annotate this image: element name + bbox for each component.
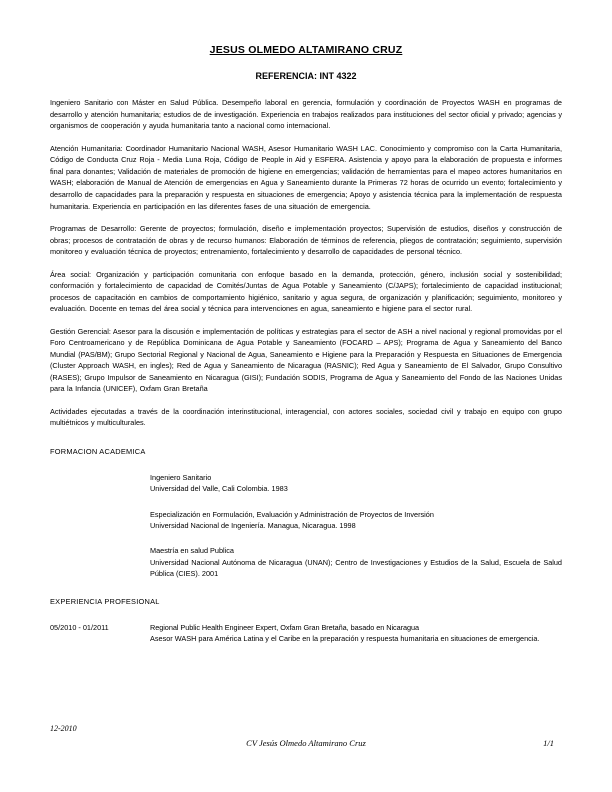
document-reference: REFERENCIA: INT 4322 bbox=[255, 70, 357, 81]
section-heading-experience: EXPERIENCIA PROFESIONAL bbox=[50, 597, 160, 607]
footer-page-number: 1/1 bbox=[543, 738, 554, 748]
paragraph-summary: Ingeniero Sanitario con Máster en Salud Pública. Desempeño laboral en gerencia, formulación y coordinación de Proyectos WASH en programas de desarrollo y atención humanitaria; estudios de de investigación. Experiencia en trabajos realizados para instituciones del sector oficial y privado; agencias y organismos de cooperación y ayuda humanitaria tanto a nacional como internacional. bbox=[50, 98, 562, 131]
page-footer bbox=[50, 724, 562, 754]
footer-date: 12-2010 bbox=[50, 724, 77, 733]
footer-title: CV Jesús Olmedo Altamirano Cruz bbox=[246, 738, 366, 748]
education-institution: Universidad Nacional Autónoma de Nicaragua (UNAN); Centro de Investigaciones y Estudios de la Salud, Escuela de Salud Pública (CIES). 2001 bbox=[150, 557, 562, 578]
paragraph-development: Programas de Desarrollo: Gerente de proyectos; formulación, diseño e implementación proyectos; Supervisión de estudios, diseños y construcción de obras; procesos de contratación de obras y de recurso humanos: Elaboración de términos de referencia, pliegos de contratación; seguimiento, supervisión monitoreo y evaluación técnica de proyectos; entrenamiento, fortalecimiento y desarrollo de capacidades de personal técnico. bbox=[50, 224, 562, 257]
paragraph-management: Gestión Gerencial: Asesor para la discusión e implementación de políticas y estrategias para el sector de ASH a nivel nacional y regional promovidas por el Foro Centroamericano y de República Dominicana de Agua Potable y Saneamiento (FOCARD – APS); Programa de Agua y Saneamiento del Banco Mundial (PAS/BM); Grupo Sectorial Regional y Nacional de Agua, Saneamiento e Higiene para la Preparación y Respuesta en Situaciones de Emergencia (Cluster Approach WASH, en ingles); Red de Agua y Saneamiento de Nicaragua (RASNIC); Red Agua y Saneamiento de El Salvador, Grupo Consultivo (RASES); Grupo Impulsor de Saneamiento en Nicaragua (GISI); Fundación SODIS, Programa de Agua y Saneamiento del Fondo de las Naciones Unidas para la Infancia (UNICEF), Oxfam Gran Bretaña bbox=[50, 326, 562, 394]
education-degree: Maestría en salud Publica bbox=[150, 546, 234, 556]
education-institution: Universidad del Valle, Cali Colombia. 1983 bbox=[150, 484, 288, 494]
education-degree: Especialización en Formulación, Evaluación y Administración de Proyectos de Inversión bbox=[150, 509, 434, 519]
education-item bbox=[150, 509, 562, 532]
experience-description: Asesor WASH para América Latina y el Caribe en la preparación y respuesta humanitaria en situaciones de emergencia. bbox=[150, 634, 540, 644]
page-title: JESUS OLMEDO ALTAMIRANO CRUZ bbox=[209, 44, 403, 56]
section-heading-education: FORMACION ACADEMICA bbox=[50, 446, 146, 456]
education-institution: Universidad Nacional de Ingeniería. Managua, Nicaragua. 1998 bbox=[150, 521, 356, 531]
experience-body bbox=[150, 622, 562, 645]
experience-position: Regional Public Health Engineer Expert, Oxfam Gran Bretaña, basado en Nicaragua bbox=[150, 622, 420, 632]
paragraph-activities: Actividades ejecutadas a través de la coordinación interinstitucional, interagencial, con actores sociales, sociedad civil y trabajo en equipo con grupo multiétnicos y multiculturales. bbox=[50, 406, 562, 428]
experience-dates: 05/2010 - 01/2011 bbox=[50, 622, 109, 632]
document-content bbox=[50, 44, 562, 645]
paragraph-social: Área social: Organización y participación comunitaria con enfoque basado en la demanda, protección, género, inclusión social y sostenibilidad; conformación y fortalecimiento de capacidad de Comités/Juntas de Agua Potable y Saneamiento (C/JAPS); fortalecimiento de capacidad institucional; procesos de capacitación en cambios de comportamiento higiénico, sanitario y agua segura, de organización y planificación; seguimiento, monitoreo y evaluación. Docente en temas del área social y técnica para intervenciones en agua, saneamiento e higiene para el sector rural. bbox=[50, 269, 562, 314]
education-item bbox=[150, 472, 562, 495]
experience-item bbox=[50, 622, 562, 645]
education-item bbox=[150, 545, 562, 579]
education-degree: Ingeniero Sanitario bbox=[150, 473, 212, 483]
paragraph-humanitarian: Atención Humanitaria: Coordinador Humanitario Nacional WASH, Asesor Humanitario WASH LAC. Conocimiento y compromiso con la Carta Humanitaria, Código de Conducta Cruz Roja - Media Luna Roja, Código de People in Aid y ESFERA. Asistencia y apoyo para la elaboración de propuesta e informes final para donantes; Validación de materiales de promoción de higiene en emergencias; validación de herramientas para el mapeo actores humanitarios en WASH; elaboración de Manual de Atención de emergencias en Agua y Saneamiento durante la Primeras 72 horas de ocurrido un evento; fortalecimiento y desarrollo de capacidades para la preparación y respuesta en situaciones de emergencia; Apoyo y asistencia técnica para la implementación de respuesta humanitaria. Experiencia en participación en las diferentes fases de una situación de emergencia. bbox=[50, 143, 562, 211]
